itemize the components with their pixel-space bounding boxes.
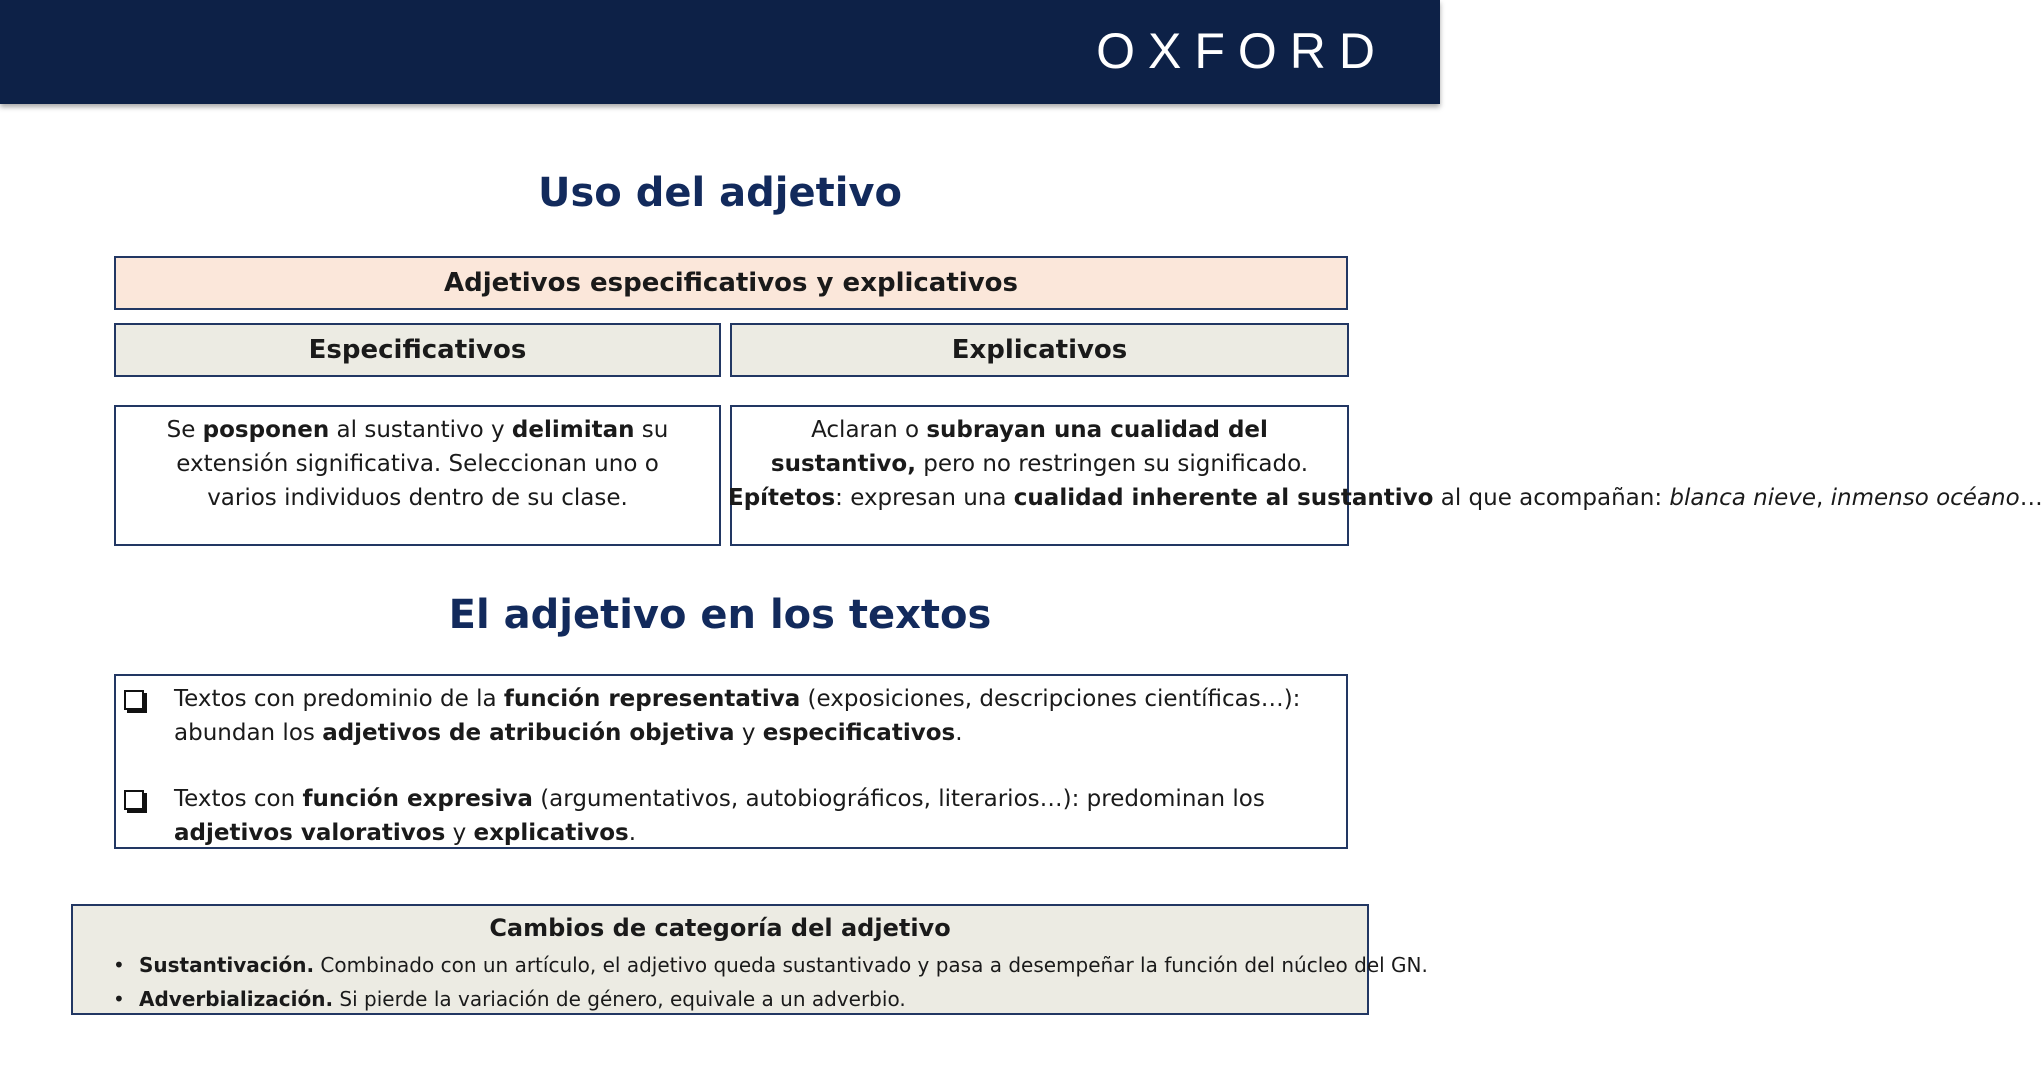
textos-box <box>114 674 1348 849</box>
list-item <box>116 682 1346 752</box>
cambios-box <box>71 904 1428 1015</box>
bullet-icon: • <box>113 987 125 1011</box>
bullet-icon: • <box>113 953 125 977</box>
list-item: • Sustantivación. Combinado con un artículo, el adjetivo queda sustantivado y pasa a desempeñar la función del núcleo del GN. <box>113 948 1367 982</box>
page-title: Uso del adjetivo <box>538 170 902 216</box>
list-item-text: Textos con predominio de la función representativa (exposiciones, descripciones científicas…): abundan los adjetivos de atribución objetiva y especificativos. <box>174 686 1301 746</box>
table-header: Adjetivos especificativos y explicativos <box>114 256 1348 310</box>
header-bar <box>0 0 1440 104</box>
explicativos-description: Aclaran o subrayan una cualidad del sustantivo, pero no restringen su significado. Epítetos: expresan una cualidad inherente al sustantivo al que acompañan: blanca nieve, inmenso océano… <box>730 405 1349 546</box>
section-title-textos: El adjetivo en los textos <box>448 592 992 638</box>
cambios-title: Cambios de categoría del adjetivo <box>489 914 951 942</box>
oxford-logo: OXFORD <box>1096 23 1388 79</box>
list-item-text: Textos con función expresiva (argumentativos, autobiográficos, literarios…): predominan los adjetivos valorativos y explicativos. <box>174 786 1265 846</box>
list-item: • Adverbialización. Si pierde la variación de género, equivale a un adverbio. <box>113 982 1367 1016</box>
list-item <box>116 782 1346 852</box>
cambios-list <box>73 948 1428 1016</box>
column-header-especificativos: Especificativos <box>114 323 721 377</box>
column-header-explicativos: Explicativos <box>730 323 1349 377</box>
checkbox-icon <box>124 690 144 710</box>
especificativos-description: Se posponen al sustantivo y delimitan su extensión significativa. Seleccionan uno o varios individuos dentro de su clase. <box>114 405 721 546</box>
checkbox-icon <box>124 790 144 810</box>
